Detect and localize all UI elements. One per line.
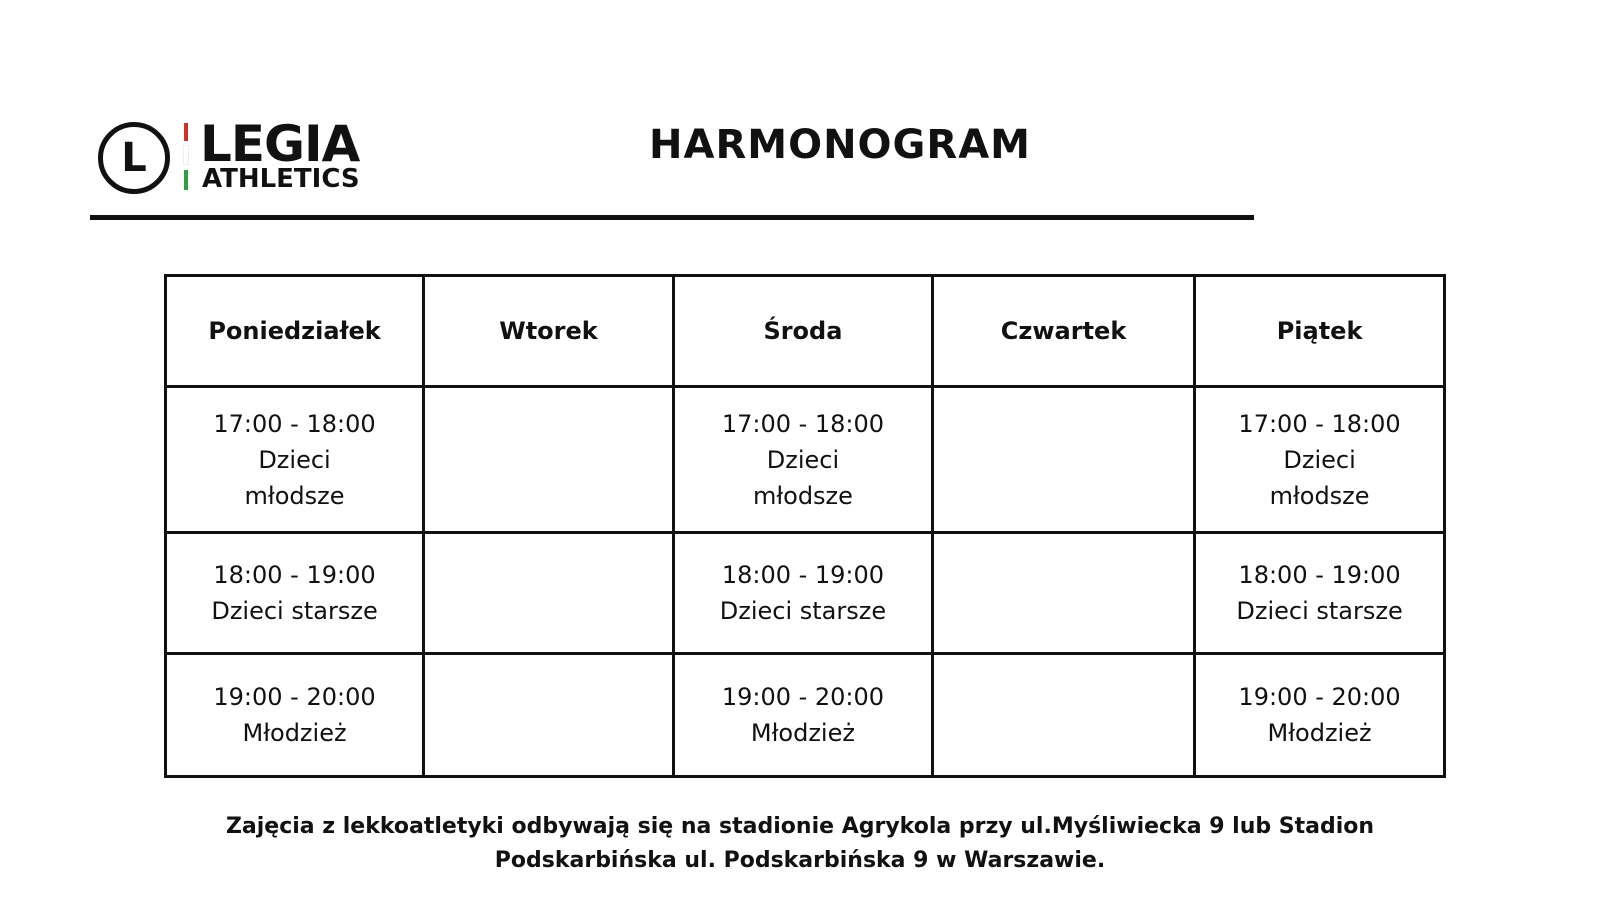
slot-time: 19:00 - 20:00	[721, 683, 885, 711]
cell-friday-slot-3	[1195, 654, 1445, 777]
schedule-table	[164, 274, 1446, 778]
logo-circle-letter: L	[121, 135, 147, 181]
header-monday: Poniedziałek	[166, 276, 424, 387]
slot-group: Dzieci starsze	[1236, 597, 1403, 625]
slot-group: Dzieci	[1283, 445, 1356, 474]
cell-friday-slot-1	[1195, 387, 1445, 533]
slot-group: Dzieci starsze	[211, 597, 378, 625]
location-note	[60, 810, 1540, 878]
page-title: HARMONOGRAM	[649, 122, 1031, 168]
slot-group-detail: młodsze	[244, 481, 345, 510]
slot-time: 17:00 - 18:00	[213, 409, 376, 438]
slot-time: 18:00 - 19:00	[721, 561, 885, 589]
slot-time: 17:00 - 18:00	[1238, 409, 1401, 438]
location-note-line-2: Podskarbińska ul. Podskarbińska 9 w Warszawie.	[494, 848, 1106, 873]
slot-time: 19:00 - 20:00	[213, 683, 376, 711]
cell-wednesday-slot-1	[673, 387, 932, 533]
title-divider	[90, 215, 1254, 220]
slot-time: 18:00 - 19:00	[213, 561, 376, 589]
slot-group: Dzieci	[258, 445, 331, 474]
slot-group-detail: młodsze	[752, 481, 853, 510]
legia-athletics-logo	[98, 115, 428, 200]
cell-thursday-slot-3	[932, 654, 1194, 777]
logo-word-athletics: ATHLETICS	[202, 164, 360, 194]
slot-time: 18:00 - 19:00	[1238, 561, 1401, 589]
slot-group: Dzieci starsze	[719, 597, 887, 625]
cell-monday-slot-1	[166, 387, 424, 533]
cell-thursday-slot-1	[932, 387, 1194, 533]
cell-friday-slot-2	[1195, 533, 1445, 654]
header-thursday: Czwartek	[932, 276, 1194, 387]
slot-group: Młodzież	[750, 719, 855, 747]
header-friday: Piątek	[1195, 276, 1445, 387]
schedule-header-row	[166, 276, 1445, 387]
cell-monday-slot-2	[166, 533, 424, 654]
schedule-row-1	[166, 387, 1445, 533]
logo-circle-emblem	[98, 122, 170, 194]
cell-tuesday-slot-3	[424, 654, 674, 777]
cell-monday-slot-3	[166, 654, 424, 777]
slot-time: 19:00 - 20:00	[1238, 683, 1401, 711]
logo-flag-red-bar	[184, 123, 188, 141]
cell-tuesday-slot-2	[424, 533, 674, 654]
slot-time: 17:00 - 18:00	[721, 409, 885, 438]
cell-wednesday-slot-3	[673, 654, 932, 777]
cell-tuesday-slot-1	[424, 387, 674, 533]
logo-flag-white-bar	[184, 146, 188, 164]
logo-flag-green-bar	[184, 170, 188, 190]
slot-group: Młodzież	[1267, 719, 1372, 747]
slot-group: Dzieci	[766, 445, 840, 474]
slot-group-detail: młodsze	[1269, 481, 1370, 510]
location-note-line-1: Zajęcia z lekkoatletyki odbywają się na stadionie Agrykola przy ul.Myśliwiecka 9 lub Stadion	[225, 814, 1375, 839]
logo-word-legia: LEGIA	[200, 115, 360, 173]
cell-thursday-slot-2	[932, 533, 1194, 654]
cell-wednesday-slot-2	[673, 533, 932, 654]
header-tuesday: Wtorek	[424, 276, 674, 387]
schedule-row-3	[166, 654, 1445, 777]
slot-group: Młodzież	[242, 719, 347, 747]
header-wednesday: Środa	[673, 276, 932, 387]
schedule-row-2	[166, 533, 1445, 654]
